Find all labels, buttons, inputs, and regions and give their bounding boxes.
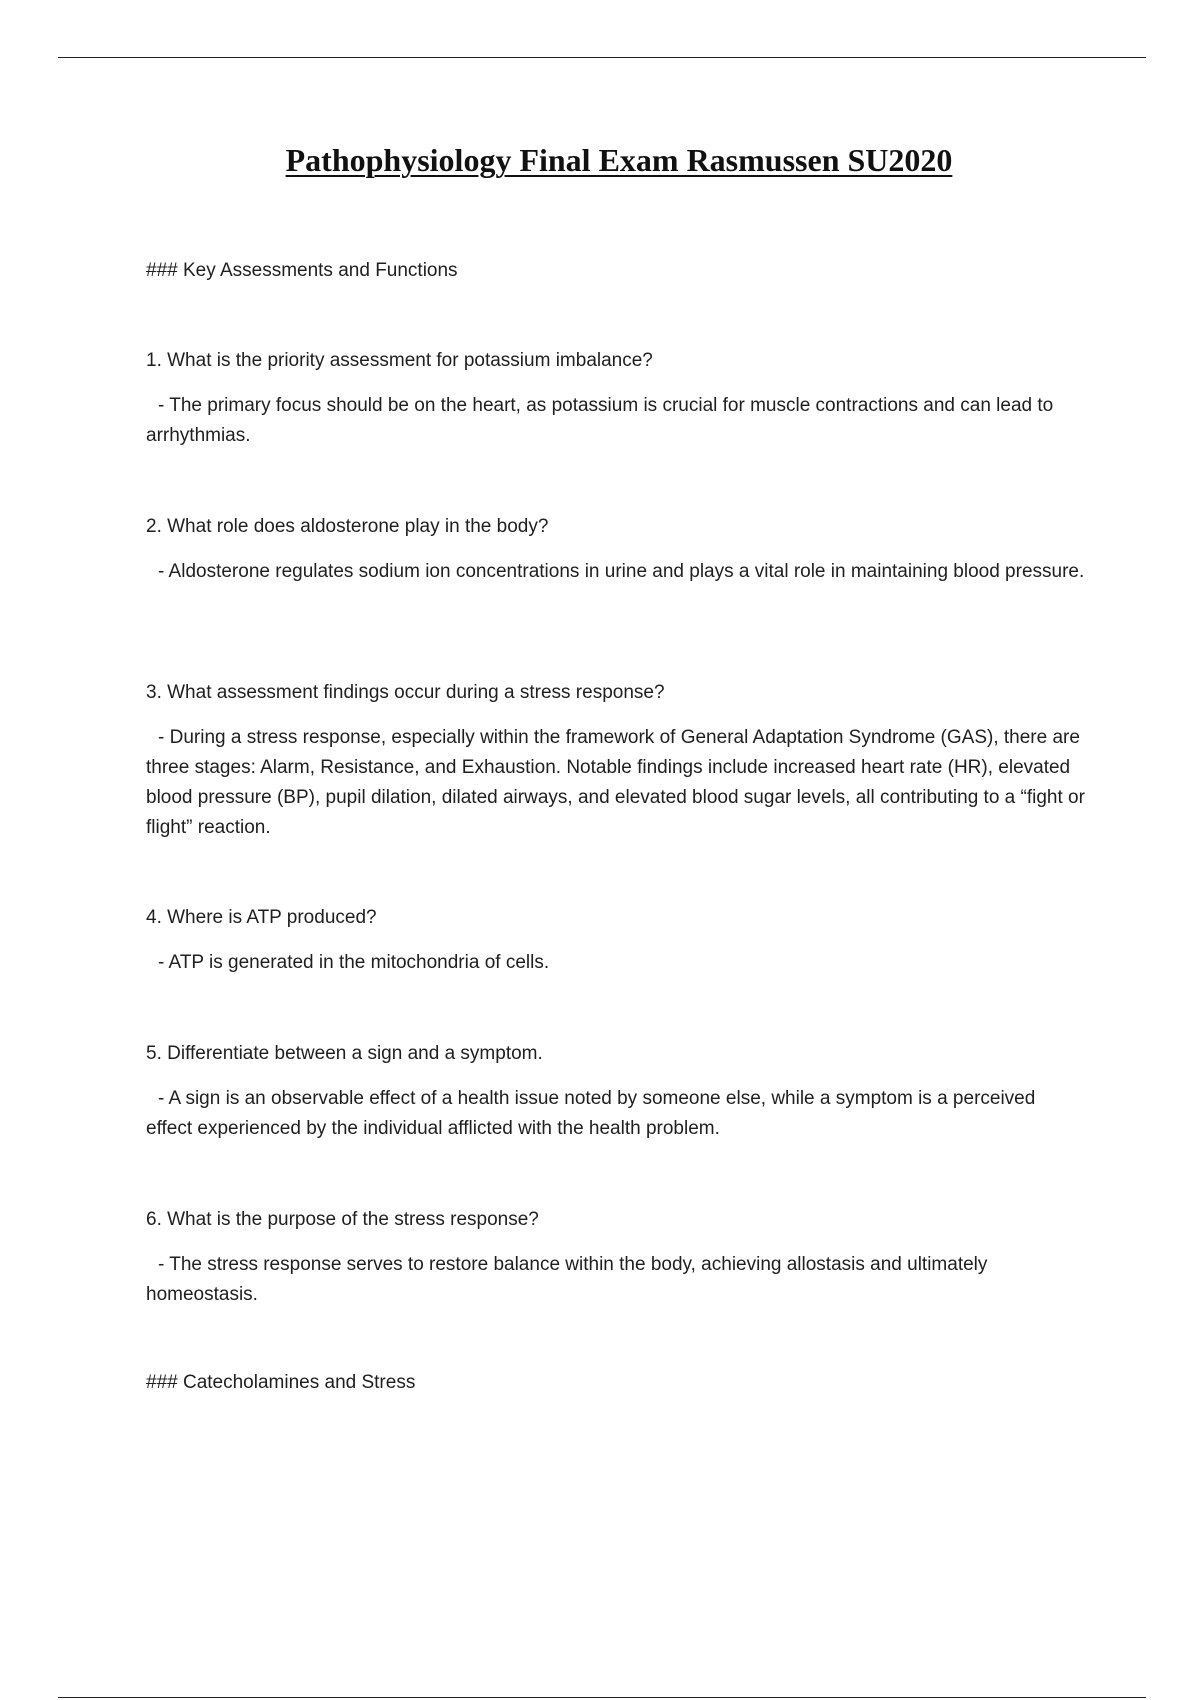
answer-1: - The primary focus should be on the heart, as potassium is crucial for muscle contractions and can lead to arrhythmias. — [146, 395, 1054, 446]
document-title: Pathophysiology Final Exam Rasmussen SU2020 — [285, 142, 953, 178]
bottom-rule — [58, 1697, 1146, 1698]
question-5: 5. Differentiate between a sign and a symptom. — [146, 1043, 543, 1064]
question-1: 1. What is the priority assessment for potassium imbalance? — [146, 350, 653, 371]
question-4: 4. Where is ATP produced? — [146, 907, 377, 928]
top-rule — [58, 57, 1146, 58]
answer-6: - The stress response serves to restore balance within the body, achieving allostasis and ultimately homeostasis. — [146, 1254, 988, 1305]
answer-3: - During a stress response, especially within the framework of General Adaptation Syndrome (GAS), there are three stages: Alarm, Resistance, and Exhaustion. Notable findings include increased heart rate (HR), elevated blood pressure (BP), pupil dilation, dilated airways, and elevated blood sugar levels, all contributing to a “fight or flight” reaction. — [146, 727, 1085, 838]
answer-4: - ATP is generated in the mitochondria of cells. — [158, 952, 550, 973]
section-heading-key-assessments: ### Key Assessments and Functions — [146, 260, 458, 281]
question-3: 3. What assessment findings occur during a stress response? — [146, 682, 665, 703]
section-heading-catecholamines: ### Catecholamines and Stress — [146, 1372, 416, 1393]
answer-2: - Aldosterone regulates sodium ion concentrations in urine and plays a vital role in maintaining blood pressure. — [158, 561, 1085, 582]
answer-5: - A sign is an observable effect of a health issue noted by someone else, while a symptom is a perceived effect experienced by the individual afflicted with the health problem. — [146, 1088, 1036, 1139]
question-6: 6. What is the purpose of the stress response? — [146, 1209, 539, 1230]
question-2: 2. What role does aldosterone play in the body? — [146, 516, 549, 537]
